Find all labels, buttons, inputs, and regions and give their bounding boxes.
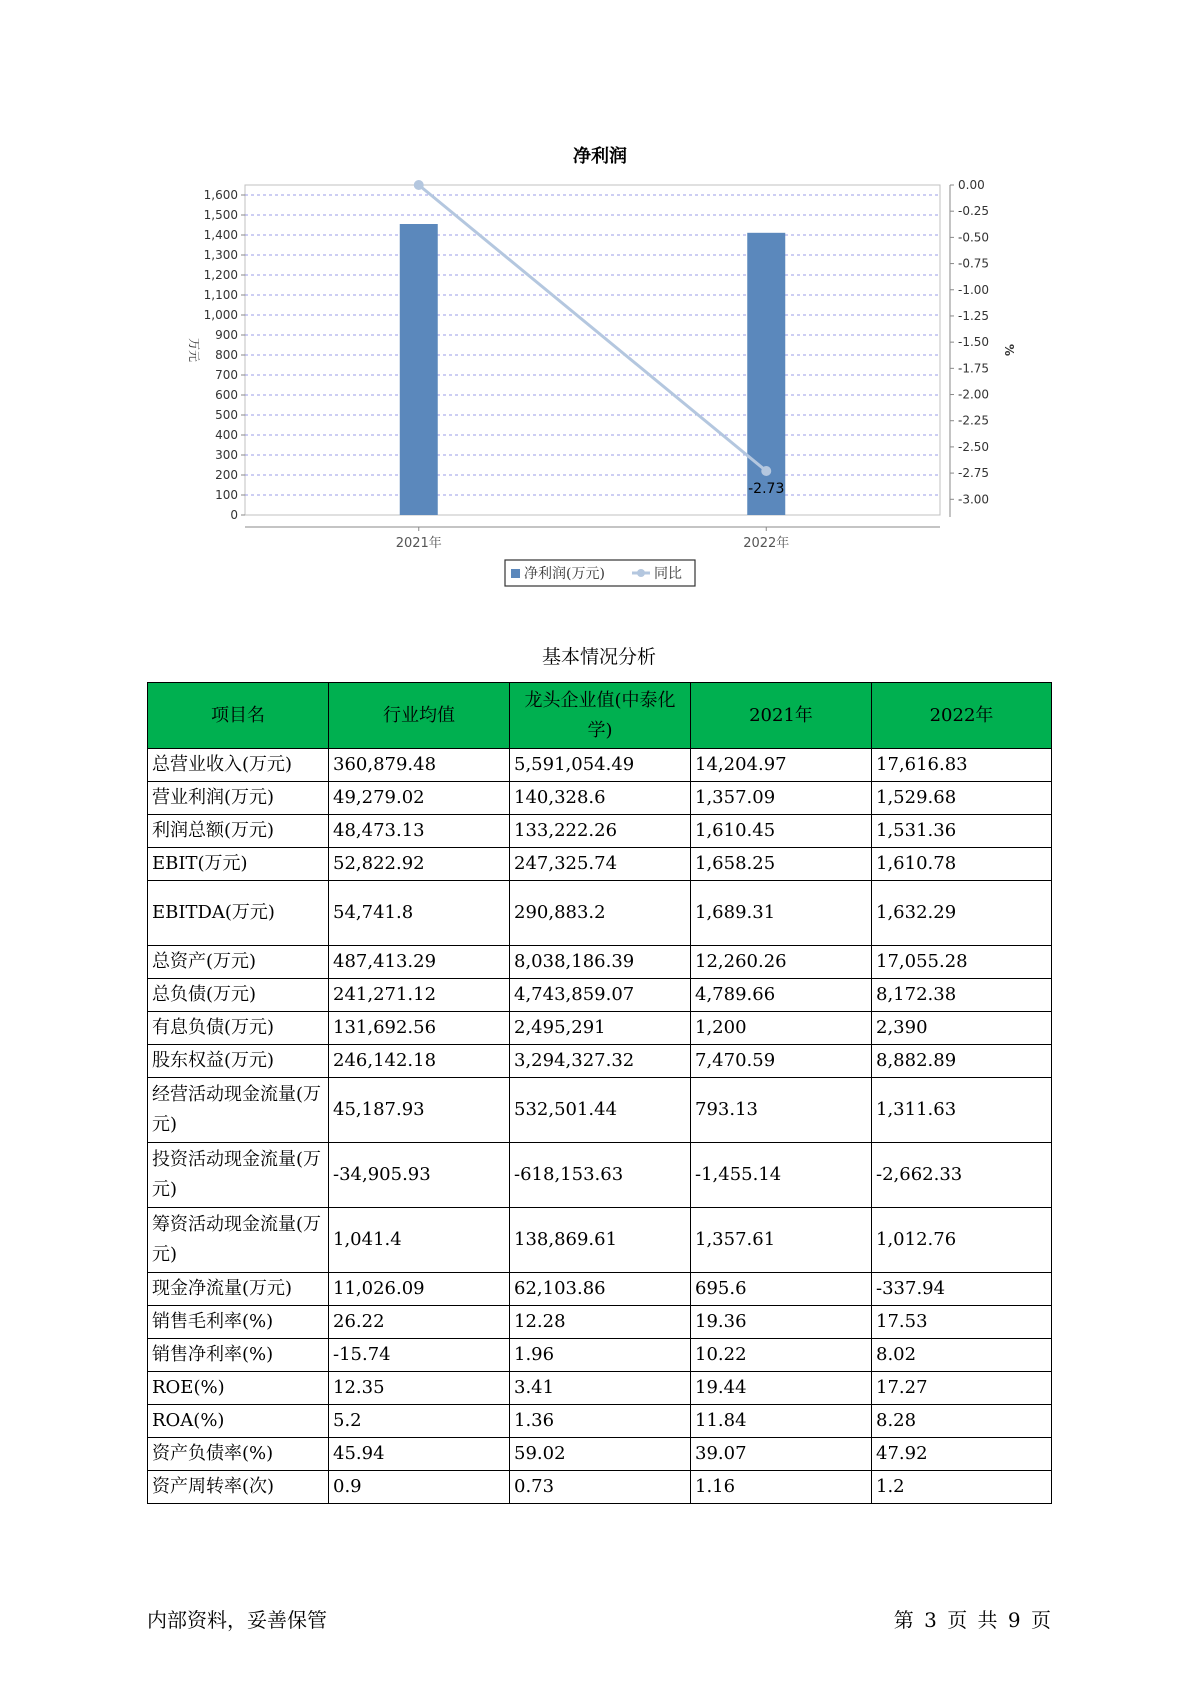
table-row (148, 1339, 1052, 1372)
y2-tick-label: -1.00 (958, 282, 990, 297)
legend-line-label: 同比 (654, 566, 682, 582)
table-cell: 8,038,186.39 (510, 946, 691, 979)
y2-tick-label: -2.25 (958, 413, 990, 428)
row-label-cell: 销售毛利率(%) (148, 1306, 329, 1339)
table-cell: 0.73 (510, 1471, 691, 1504)
legend-bar-swatch (511, 569, 520, 578)
table-cell: 3.41 (510, 1372, 691, 1405)
table-cell: 487,413.29 (329, 946, 510, 979)
y2-tick-label: -0.75 (958, 256, 990, 271)
table-cell: -337.94 (872, 1273, 1052, 1306)
table-cell: 1,357.09 (691, 782, 872, 815)
table-cell: 45.94 (329, 1438, 510, 1471)
table-row (148, 1078, 1052, 1143)
row-label-cell: 有息负债(万元) (148, 1012, 329, 1045)
table-row (148, 1143, 1052, 1208)
table-cell: 14,204.97 (691, 749, 872, 782)
table-cell: 62,103.86 (510, 1273, 691, 1306)
table-cell: 1,041.4 (329, 1208, 510, 1273)
y2-tick-label: -0.25 (958, 204, 990, 219)
table-cell: 4,743,859.07 (510, 979, 691, 1012)
table-cell: 1.36 (510, 1405, 691, 1438)
x-axis (245, 527, 940, 551)
table-cell: 131,692.56 (329, 1012, 510, 1045)
table-cell: 17.27 (872, 1372, 1052, 1405)
table-cell: 11,026.09 (329, 1273, 510, 1306)
row-label-cell: 现金净流量(万元) (148, 1273, 329, 1306)
left-axis (204, 188, 245, 522)
y-tick-label: 900 (215, 328, 238, 342)
table-row (148, 1438, 1052, 1471)
table-cell: 2,390 (872, 1012, 1052, 1045)
table-cell: 1,531.36 (872, 815, 1052, 848)
yoy-point (761, 466, 771, 476)
y-tick-label: 1,400 (203, 228, 238, 242)
y-tick-label: 100 (215, 488, 238, 502)
legend-line-marker (637, 569, 645, 577)
row-label-cell: 投资活动现金流量(万元) (148, 1143, 329, 1208)
table-cell: 5,591,054.49 (510, 749, 691, 782)
row-label-cell: 总营业收入(万元) (148, 749, 329, 782)
table-cell: -2,662.33 (872, 1143, 1052, 1208)
y-tick-label: 1,300 (203, 248, 238, 262)
table-cell: 59.02 (510, 1438, 691, 1471)
table-cell: 246,142.18 (329, 1045, 510, 1078)
table-cell: 1,311.63 (872, 1078, 1052, 1143)
table-cell: 8,172.38 (872, 979, 1052, 1012)
table-cell: 360,879.48 (329, 749, 510, 782)
table-cell: 1,357.61 (691, 1208, 872, 1273)
table-cell: 247,325.74 (510, 848, 691, 881)
y-axis-label: 万元 (187, 337, 201, 363)
row-label-cell: 筹资活动现金流量(万元) (148, 1208, 329, 1273)
y2-tick-label: 0.00 (958, 178, 985, 192)
table-row (148, 1471, 1052, 1504)
table-row (148, 848, 1052, 881)
table-cell: -34,905.93 (329, 1143, 510, 1208)
table-cell: 17,616.83 (872, 749, 1052, 782)
table-cell: 5.2 (329, 1405, 510, 1438)
y2-tick-label: -1.75 (958, 361, 990, 376)
row-label-cell: ROE(%) (148, 1372, 329, 1405)
bar-2021年 (400, 224, 438, 515)
page-number: 第 3 页 共 9 页 (893, 1608, 1051, 1632)
table-cell: 39.07 (691, 1438, 872, 1471)
table-header-cell: 项目名 (148, 683, 329, 749)
y-tick-label: 600 (215, 388, 238, 402)
table-cell: 17.53 (872, 1306, 1052, 1339)
row-label-cell: 资产周转率(次) (148, 1471, 329, 1504)
y-tick-label: 0 (230, 508, 238, 522)
table-row (148, 881, 1052, 946)
table-header-cell: 行业均值 (329, 683, 510, 749)
table-cell: 241,271.12 (329, 979, 510, 1012)
table-cell: 17,055.28 (872, 946, 1052, 979)
y-tick-label: 1,600 (203, 188, 238, 202)
y2-tick-label: -0.50 (958, 230, 990, 245)
row-label-cell: 销售净利率(%) (148, 1339, 329, 1372)
table-cell: 138,869.61 (510, 1208, 691, 1273)
yoy-point (414, 180, 424, 190)
table-cell: 1,200 (691, 1012, 872, 1045)
chart-title: 净利润 (573, 146, 627, 167)
row-label-cell: EBIT(万元) (148, 848, 329, 881)
yoy-data-label: -2.73 (748, 481, 785, 497)
table-cell: 1.96 (510, 1339, 691, 1372)
table-cell: 0.9 (329, 1471, 510, 1504)
table-cell: 2,495,291 (510, 1012, 691, 1045)
table-cell: 4,789.66 (691, 979, 872, 1012)
table-cell: 8.28 (872, 1405, 1052, 1438)
table-row (148, 1012, 1052, 1045)
row-label-cell: ROA(%) (148, 1405, 329, 1438)
y2-tick-label: -2.75 (958, 466, 990, 481)
table-cell: 7,470.59 (691, 1045, 872, 1078)
table-cell: 48,473.13 (329, 815, 510, 848)
table-header-cell: 2021年 (691, 683, 872, 749)
table-row (148, 979, 1052, 1012)
table-cell: 10.22 (691, 1339, 872, 1372)
table-cell: -618,153.63 (510, 1143, 691, 1208)
y-tick-label: 300 (215, 448, 238, 462)
table-cell: 532,501.44 (510, 1078, 691, 1143)
table-cell: 12,260.26 (691, 946, 872, 979)
row-label-cell: 总负债(万元) (148, 979, 329, 1012)
table-cell: 1.16 (691, 1471, 872, 1504)
table-cell: 19.36 (691, 1306, 872, 1339)
table-cell: 1,658.25 (691, 848, 872, 881)
y2-tick-label: -3.00 (958, 492, 990, 507)
row-label-cell: 利润总额(万元) (148, 815, 329, 848)
table-cell: 47.92 (872, 1438, 1052, 1471)
table-cell: -1,455.14 (691, 1143, 872, 1208)
table-cell: 695.6 (691, 1273, 872, 1306)
table-header-cell: 龙头企业值(中泰化学) (510, 683, 691, 749)
table-caption: 基本情况分析 (541, 646, 656, 668)
table-cell: 290,883.2 (510, 881, 691, 946)
table-cell: 1,610.45 (691, 815, 872, 848)
table-cell: 1,689.31 (691, 881, 872, 946)
right-axis (950, 178, 989, 517)
table-header-cell: 2022年 (872, 683, 1052, 749)
table-row (148, 749, 1052, 782)
table-cell: 140,328.6 (510, 782, 691, 815)
chart-legend (505, 560, 695, 586)
table-cell: -15.74 (329, 1339, 510, 1372)
table-row (148, 1273, 1052, 1306)
y-tick-label: 1,000 (203, 308, 238, 322)
y2-tick-label: -1.25 (958, 308, 990, 323)
table-row (148, 946, 1052, 979)
y-tick-label: 200 (215, 468, 238, 482)
table-cell: 26.22 (329, 1306, 510, 1339)
table-header-row (148, 683, 1052, 749)
y-tick-label: 800 (215, 348, 238, 362)
table-row (148, 1045, 1052, 1078)
table-row (148, 1372, 1052, 1405)
row-label-cell: 股东权益(万元) (148, 1045, 329, 1078)
x-tick-label: 2021年 (395, 536, 442, 551)
table-cell: 793.13 (691, 1078, 872, 1143)
table-cell: 8.02 (872, 1339, 1052, 1372)
y2-axis-label: % (1002, 343, 1016, 357)
y-tick-label: 1,200 (203, 268, 238, 282)
plot-border (245, 185, 940, 515)
table-cell: 1,529.68 (872, 782, 1052, 815)
table-cell: 1.2 (872, 1471, 1052, 1504)
row-label-cell: EBITDA(万元) (148, 881, 329, 946)
legend-bar-label: 净利润(万元) (524, 566, 605, 582)
plot-area (245, 185, 940, 515)
analysis-table (147, 682, 1052, 1504)
table-cell: 49,279.02 (329, 782, 510, 815)
y-tick-label: 500 (215, 408, 238, 422)
table-row (148, 1405, 1052, 1438)
row-label-cell: 资产负债率(%) (148, 1438, 329, 1471)
net-profit-chart (0, 0, 1191, 600)
table-cell: 54,741.8 (329, 881, 510, 946)
table-cell: 11.84 (691, 1405, 872, 1438)
table-cell: 133,222.26 (510, 815, 691, 848)
row-label-cell: 总资产(万元) (148, 946, 329, 979)
table-row (148, 1208, 1052, 1273)
y-tick-label: 1,100 (203, 288, 238, 302)
y-tick-label: 700 (215, 368, 238, 382)
y2-tick-label: -2.00 (958, 387, 990, 402)
table-cell: 3,294,327.32 (510, 1045, 691, 1078)
table-row (148, 1306, 1052, 1339)
row-label-cell: 营业利润(万元) (148, 782, 329, 815)
table-row (148, 815, 1052, 848)
table-cell: 8,882.89 (872, 1045, 1052, 1078)
table-cell: 1,012.76 (872, 1208, 1052, 1273)
row-label-cell: 经营活动现金流量(万元) (148, 1078, 329, 1143)
x-tick-label: 2022年 (743, 536, 790, 551)
table-cell: 1,632.29 (872, 881, 1052, 946)
footer-note: 内部资料，妥善保管 (147, 1608, 327, 1632)
y2-tick-label: -1.50 (958, 335, 990, 350)
table-cell: 19.44 (691, 1372, 872, 1405)
table-cell: 12.28 (510, 1306, 691, 1339)
table-row (148, 782, 1052, 815)
table-cell: 1,610.78 (872, 848, 1052, 881)
y2-tick-label: -2.50 (958, 439, 990, 454)
table-cell: 52,822.92 (329, 848, 510, 881)
table-cell: 45,187.93 (329, 1078, 510, 1143)
table-cell: 12.35 (329, 1372, 510, 1405)
y-tick-label: 1,500 (203, 208, 238, 222)
y-tick-label: 400 (215, 428, 238, 442)
